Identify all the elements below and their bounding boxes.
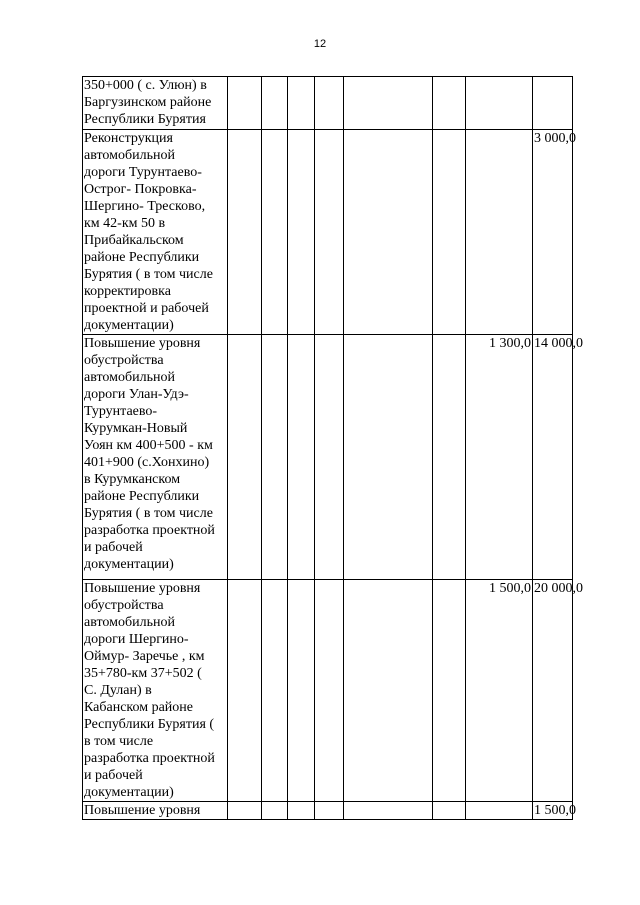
empty-cell: [433, 802, 466, 820]
amount-cell: 14 000,0: [533, 335, 573, 580]
amount-cell: [466, 802, 533, 820]
empty-cell: [433, 335, 466, 580]
table-row: [83, 580, 573, 802]
amount-cell: [533, 77, 573, 130]
table-row: [83, 802, 573, 820]
empty-cell: [315, 580, 344, 802]
amount-cell: 20 000,0: [533, 580, 573, 802]
empty-cell: [262, 77, 288, 130]
empty-cell: [344, 130, 433, 335]
empty-cell: [228, 130, 262, 335]
amount-cell: 1 500,0: [534, 803, 576, 818]
amount-cell: 1 500,0: [466, 580, 533, 802]
empty-cell: [228, 77, 262, 130]
empty-cell: [433, 130, 466, 335]
empty-cell: [262, 580, 288, 802]
amount-cell: [466, 130, 533, 335]
empty-cell: [433, 580, 466, 802]
page-number: 12: [313, 38, 327, 50]
table-row: [83, 77, 573, 130]
budget-table: [82, 76, 583, 820]
empty-cell: [315, 130, 344, 335]
empty-cell: [433, 77, 466, 130]
empty-cell: [288, 77, 315, 130]
row-description: Повышение уровня обустройства автомобильной дороги Шергино- Оймур- Заречье , км 35+780-км 37+502 ( С. Дулан) в Кабанском районе Республики Бурятия ( в том числе разработка проектной и рабочей документации): [83, 580, 228, 802]
row-description: 350+000 ( с. Улюн) в Баргузинском районе Республики Бурятия: [83, 77, 228, 130]
empty-cell: [344, 335, 433, 580]
empty-cell: [344, 77, 433, 130]
amount-cell: 1 300,0: [466, 335, 533, 580]
empty-cell: [228, 580, 262, 802]
empty-cell: [315, 802, 344, 820]
empty-cell: [288, 580, 315, 802]
empty-cell: [262, 130, 288, 335]
table-row: [83, 130, 573, 335]
amount-cell: 3 000,0: [533, 130, 573, 335]
table-row: [83, 335, 573, 580]
empty-cell: [315, 335, 344, 580]
amount-cell: [466, 77, 533, 130]
row-description: Реконструкция автомобильной дороги Турунтаево- Острог- Покровка- Шергино- Тресково, км 42-км 50 в Прибайкальском районе Республики Бурятия ( в том числе корректировка проектной и рабочей документации): [83, 130, 228, 335]
empty-cell: [288, 802, 315, 820]
empty-cell: [288, 130, 315, 335]
empty-cell: [344, 802, 433, 820]
empty-cell: [288, 335, 315, 580]
empty-cell: [315, 77, 344, 130]
empty-cell: [344, 580, 433, 802]
empty-cell: [228, 335, 262, 580]
empty-cell: [262, 335, 288, 580]
row-description: Повышение уровня: [83, 802, 228, 820]
empty-cell: [228, 802, 262, 820]
empty-cell: [262, 802, 288, 820]
row-description: Повышение уровня обустройства автомобильной дороги Улан-Удэ- Турунтаево- Курумкан-Новый Уоян км 400+500 - км 401+900 (с.Хонхино) в Курумканском районе Республики Бурятия ( в том числе разработка проектной и рабочей документации): [83, 335, 228, 580]
